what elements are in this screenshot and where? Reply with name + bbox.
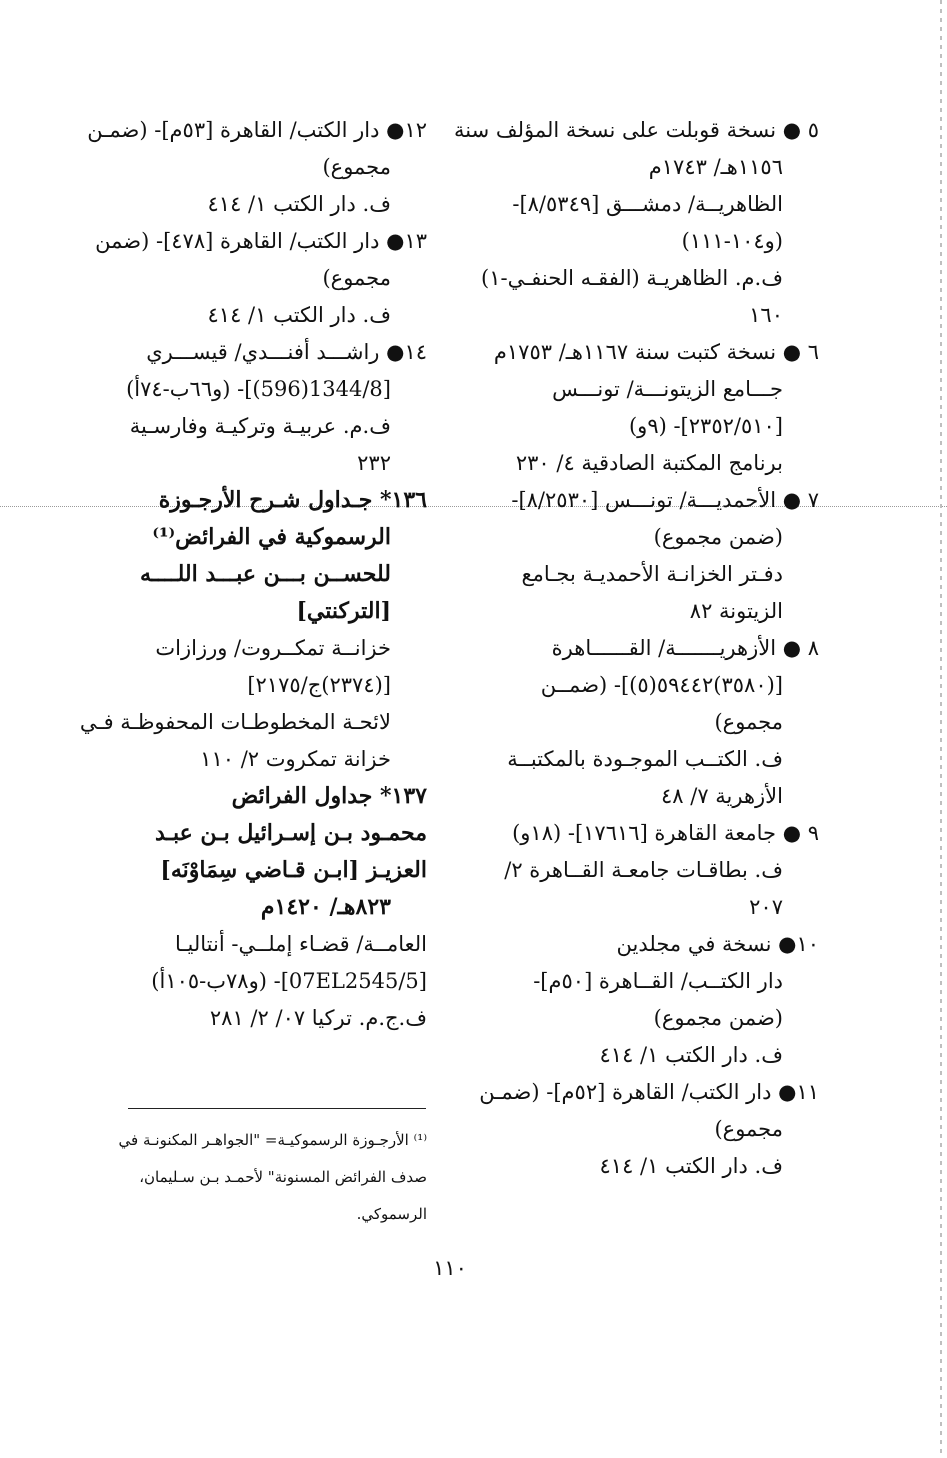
text-line: دفـتر الخزانـة الأحمديـة بجـامع (521, 562, 783, 586)
text-line: ١٦٠ (749, 303, 783, 327)
text-line: ف. الكتــب الموجـودة بالمكتبــة (507, 747, 783, 771)
footnotes (95, 1122, 427, 1233)
text-line: العزيـز [ابـن قـاضي سِمَاوْنَه] (160, 857, 427, 883)
text-line: [(٣٥٨٠)٥٩٤٤٢(٥)]- (ضمــن (540, 673, 783, 697)
text-line: (ضمن مجموع) (653, 1006, 783, 1030)
text-line: ٧ ● الأحمديـــة/ تونـــس [٨/٢٥٣٠]- (511, 488, 819, 512)
text-line: (و١٠٤-١١١) (681, 229, 783, 253)
text-line: مجموع) (322, 266, 391, 290)
page-edge (940, 0, 942, 1458)
text-line: ف. دار الكتب ١/ ٤١٤ (207, 303, 391, 327)
text-line: جـــامع الزيتونـــة/ تونـــس (552, 377, 783, 401)
text-line: للحســن بـــن عبـــد اللــــه (140, 561, 391, 587)
text-line: [٢٣٥٢/٥١٠]- (٩و) (628, 414, 783, 438)
footnote-separator (128, 1108, 426, 1109)
text-line: ف. بطاقـات جامعـة القــاهرة ٢/ (504, 858, 783, 882)
text-line: ١٣● دار الكتب/ القاهرة [٤٧٨]- (ضمن (95, 229, 427, 253)
text-line: ١٤● راشـــد أفنـــدي/ قيســـري (146, 340, 427, 364)
text-line: ١٣٦* جـداول شـرح الأرجـوزة (158, 487, 427, 513)
text-line: (ضمن مجموع) (653, 525, 783, 549)
text-line: مجموع) (322, 155, 391, 179)
text-line: ٩ ● جامعة القاهرة [١٧٦١٦]- (١٨و) (512, 821, 819, 845)
text-line: ف. دار الكتب ١/ ٤١٤ (599, 1043, 783, 1067)
text-line: [07EL2545/5]- (و٧٨ب-١٠٥أ) (151, 969, 427, 993)
text-line: ف.ج.م. تركيا ٠٧/ ٢/ ٢٨١ (209, 1006, 427, 1030)
text-line: ف.م. عربيـة وتركيـة وفارسـية (129, 414, 391, 438)
text-line: [1344/8(596)]- (و٦٦ب-٧٤أ) (126, 377, 391, 401)
text-line: ٢٠٧ (749, 895, 783, 919)
text-line: ١٣٧* جداول الفرائض (231, 783, 427, 809)
text-line: مجموع) (714, 710, 783, 734)
text-line: محمـود بـن إسـرائيل بـن عبـد (154, 820, 427, 846)
text-line: الظاهريــة/ دمشـــق [٨/٥٣٤٩]- (512, 192, 783, 216)
text-line: ١١● دار الكتب/ القاهرة [٥٢م]- (ضمـن (479, 1080, 819, 1104)
text-line: الزيتونة ٨٢ (689, 599, 783, 623)
footnote-line: صدف الفرائض المسنونة" لأحمـد بـن سـليمان، (139, 1168, 427, 1186)
footnote-line: ⁽¹⁾ الأرجـوزة الرسموكيـة= "الجواهـر المكنونـة في (118, 1131, 427, 1149)
text-line: ٢٣٢ (357, 451, 391, 475)
text-line: ٥ ● نسخة قوبلت على نسخة المؤلف سنة (454, 118, 819, 142)
text-line: مجموع) (714, 1117, 783, 1141)
right-column (454, 112, 819, 1185)
text-line: ٦ ● نسخة كتبت سنة ١١٦٧هـ/ ١٧٥٣م (493, 340, 819, 364)
text-line: ١٠● نسخة في مجلدين (616, 932, 819, 956)
text-line: ٨ ● الأزهريـــــــة/ القــــــاهرة (551, 636, 819, 660)
text-line: برنامج المكتبة الصادقية ٤/ ٢٣٠ (515, 451, 783, 475)
footnote-line: الرسموكي. (356, 1205, 427, 1223)
text-line: ف. دار الكتب ١/ ٤١٤ (599, 1154, 783, 1178)
text-line: ١١٥٦هـ/ ١٧٤٣م (648, 155, 783, 179)
text-line: الرسموكية في الفرائض⁽¹⁾ (152, 524, 391, 550)
text-line: الأزهرية ٧/ ٤٨ (660, 784, 783, 808)
text-line: ف.م. الظاهريـة (الفقـه الحنفـي-١) (481, 266, 783, 290)
left-column (79, 112, 427, 1037)
text-line: خزانة تمكروت ٢/ ١١٠ (200, 747, 391, 771)
text-line: ٨٢٣هـ/ ١٤٢٠م (260, 894, 391, 920)
text-line: دار الكتــب/ القــاهرة [٥٠م]- (533, 969, 783, 993)
text-line: [(٢٣٧٤)ج/٢١٧٥] (247, 673, 391, 697)
text-line: ف. دار الكتب ١/ ٤١٤ (207, 192, 391, 216)
text-line: خزانــة تمكــروت/ ورزازات (155, 636, 391, 660)
text-line: ١٢● دار الكتب/ القاهرة [٥٣م]- (ضمـن (87, 118, 427, 142)
text-line: لائحـة المخطوطـات المحفوظـة فـي (79, 710, 391, 734)
text-line: العامــة/ قضـاء إملــي- أنتاليـا (175, 932, 427, 956)
page-number: ١١٠ (433, 1256, 467, 1280)
text-line: [التركنتي] (296, 598, 391, 624)
